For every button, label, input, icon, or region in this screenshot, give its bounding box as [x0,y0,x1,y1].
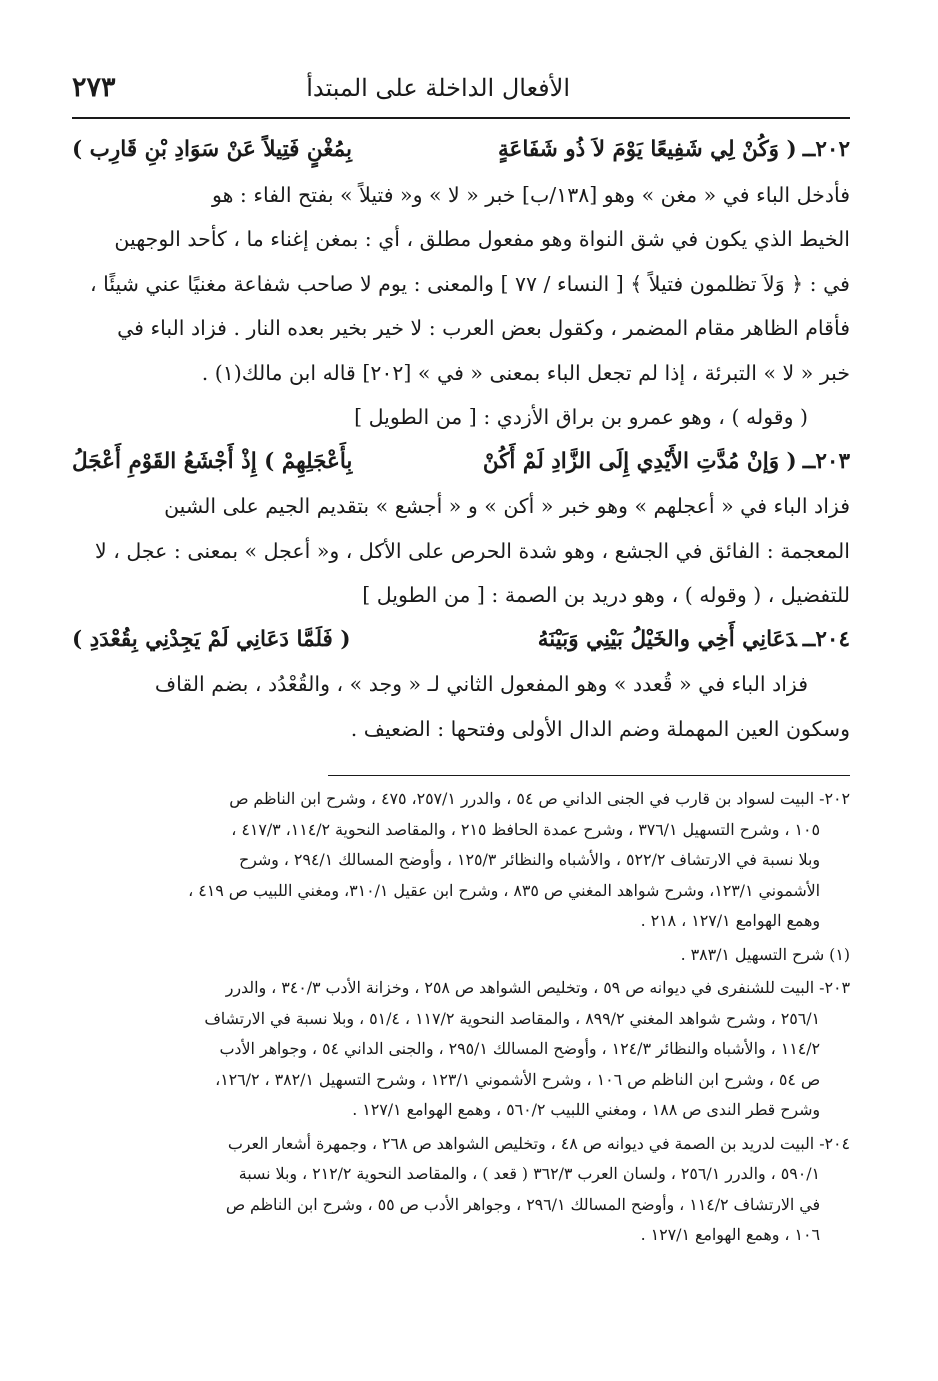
footnote-202 [72,784,850,937]
footnote-204 [72,1129,850,1251]
footnote-line: وبلا نسبة في الارتشاف ٥٢٢/٢ ، والأشباه والنظائر ١٢٥/٣ ، وأوضح المسالك ٢٩٤/١ ، وشرح [238,850,820,869]
commentary-line: للتفضيل ، ( وقوله ) ، وهو دريد بن الصمة : [ من الطويل ] [362,583,850,607]
verse-203-second-hemistich: بِأَعْجَلِهِمْ ) إِذْ أَجْشَعُ القَوْمِ أَعْجَلُ [72,448,353,474]
footnote-line: (١) شرح التسهيل ٣٨٣/١ . [680,944,850,964]
commentary-line: فزاد الباء في « أعجلهم » وهو خبر « أكن » و « أجشع » بتقديم الجيم على الشين [164,494,850,518]
verse-203 [72,440,850,485]
commentary-line: فزاد الباء في « قُعدد » وهو المفعول الثاني لـ « وجد » ، والقُعْدُد ، بضم القاف [154,672,808,696]
commentary-line: في : ﴿ وَلاَ تظلمون فتيلاً ﴾ [ النساء / ٧٧ ] والمعنى : يوم لا صاحب شفاعة مغنيًا عني شيئًا ، [89,271,850,296]
verse-number: ٢٠٢ــ [802,137,850,162]
footnote-203 [72,973,850,1126]
verse-number: ٢٠٤ــ [802,626,850,652]
commentary-line: خبر « لا » التبرئة ، إذا لم تجعل الباء بمعنى « في » [٢٠٢] قاله ابن مالك(١) . [201,360,850,385]
footnote-line: وهمع الهوامع ١٢٧/١ ، ٢١٨ . [640,911,820,930]
footnote-line: ٢٠٣- البيت للشنفرى في ديوانه ص ٥٩ ، وتخليص الشواهد ص ٢٥٨ ، وخزانة الأدب ٣٤٠/٣ ، والدرر [225,978,850,997]
chapter-title: الأفعال الداخلة على المبتدأ [306,74,570,102]
verse-203-first-hemistich: ٢٠٣ــ( وَإنْ مُدَّتِ الأَيْدِي إِلَى الزَّادِ لَمْ أَكُنْ [482,448,850,474]
footnote-line: ٥٩٠/١ ، والدرر ٢٥٦/١ ، ولسان العرب ٣٦٢/٣ ( قعد ) ، والمقاصد النحوية ٢١٢/٢ ، وبلا نسبة [238,1164,820,1183]
header-divider [72,117,850,119]
footnotes [72,784,850,1254]
verse-number: ٢٠٣ــ [802,448,850,474]
page-number: ٢٧٣ [72,72,116,103]
commentary-line: فأقام الظاهر مقام المضمر ، وكقول بعض العرب : لا خير بخير بعده النار . فزاد الباء في [117,316,850,340]
footnote-divider [328,775,850,776]
footnote-line: ٢٠٤- البيت لدريد بن الصمة في ديوانه ص ٤٨ ، وتخليص الشواهد ص ٢٦٨ ، وجمهرة أشعار العرب [227,1133,850,1153]
commentary-line: فأدخل الباء في « مغن » وهو [١٣٨/ب] خبر « لا » و« فتيلاً » بفتح الفاء : هو [211,182,850,207]
footnote-line: ٢٠٢- البيت لسواد بن قارب في الجنى الداني ص ٥٤ ، والدرر ٢٥٧/١، ٤٧٥ ، وشرح ابن الناظم ص [229,789,850,808]
commentary-line: وسكون العين المهملة وضم الدال الأولى وفتحها : الضعيف . [350,716,850,741]
running-header [72,60,850,116]
verse-204 [72,618,850,663]
verse-202-second-hemistich: بِمُغْنٍ فَتِيلاً عَنْ سَوَادِ بْنِ قَارِب ) [72,137,352,162]
main-text [72,128,850,751]
footnote-line: الأشموني ١٢٣/١، وشرح شواهد المغني ص ٨٣٥ ، وشرح ابن عقيل ٣١٠/١، ومغني اللبيب ص ٤١٩ ، [188,880,820,900]
footnote-line: ١٠٥ ، وشرح التسهيل ٣٧٦/١ ، وشرح عمدة الحافظ ٢١٥ ، والمقاصد النحوية ١١٤/٢، ٤١٧/٣ ، [231,819,820,839]
verse-204-second-hemistich: ( فَلَمَّا دَعَانِي لَمْ يَجِدْنِي بِقُعْدَدِ ) [72,626,351,652]
footnote-line: وشرح قطر الندى ص ١٨٨ ، ومغني اللبيب ٥٦٠/٢ ، وهمع الهوامع ١٢٧/١ . [352,1100,820,1119]
verse-204-first-hemistich: ٢٠٤ــدَعَانِي أَخِي والخَيْلُ بَيْنِي وَبَيْنَهُ [537,626,850,652]
footnote-line: ٢٥٦/١ ، وشرح شواهد المغني ٨٩٩/٢ ، والمقاصد النحوية ١١٧/٢ ، ٥١/٤ ، وبلا نسبة في الارتشاف [204,1008,820,1028]
verse-202-first-hemistich: ٢٠٢ــ( وَكُنْ لِي شَفِيعًا يَوْمَ لاَ ذُو شَفَاعَةٍ [497,137,850,162]
footnote-line: ١١٤/٢ ، والأشباه والنظائر ١٢٤/٣ ، وأوضح المسالك ٢٩٥/١ ، والجنى الداني ٥٤ ، وجواهر الأدب [219,1039,820,1058]
commentary-line: المعجمة : الفائق في الجشع ، وهو شدة الحرص على الأكل ، و« أعجل » بمعنى : عجل ، لا [95,538,850,563]
verse-202 [72,128,850,173]
verse-203-intro: ( وقوله ) ، وهو عمرو بن براق الأزدي : [ من الطويل ] [354,405,808,429]
footnote-1 [72,940,850,971]
footnote-line: ١٠٦ ، وهمع الهوامع ١٢٧/١ . [640,1225,820,1244]
commentary-line: الخيط الذي يكون في شق النواة وهو مفعول مطلق ، أي : بمغن إغناء ما ، كأحد الوجهين [114,227,850,251]
footnote-line: ص ٥٤ ، وشرح ابن الناظم ص ١٠٦ ، وشرح الأشموني ١٢٣/١ ، وشرح التسهيل ٣٨٢/١ ، ١٢٦/٢، [215,1069,820,1089]
footnote-line: في الارتشاف ١١٤/٢ ، وأوضح المسالك ٢٩٦/١ ، وجواهر الأدب ص ٥٥ ، وشرح ابن الناظم ص [225,1194,820,1214]
